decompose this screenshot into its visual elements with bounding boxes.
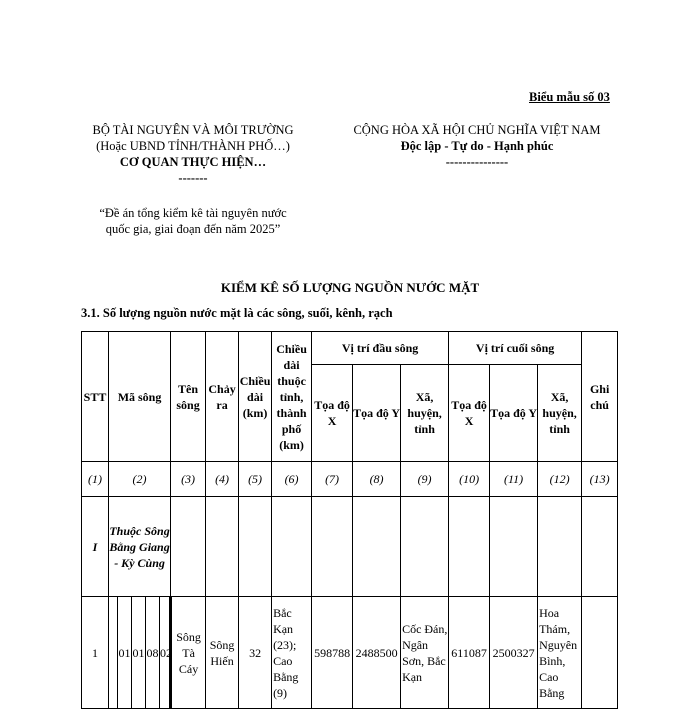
- ministry-name: BỘ TÀI NGUYÊN VÀ MÔI TRƯỜNG: [92, 123, 294, 137]
- row-cuoi-xa: Hoa Thám, Nguyên Bình, Cao Bằng: [538, 597, 582, 709]
- header-cuoi-x: Tọa độ X: [449, 365, 490, 462]
- row-stt: 1: [82, 597, 109, 709]
- row-chieu-dai-tinh: Bắc Kạn (23); Cao Bằng (9): [272, 597, 312, 709]
- index-cell: (10): [449, 462, 490, 497]
- row-dau-x: 598788: [312, 597, 353, 709]
- empty-cell: [401, 497, 449, 597]
- empty-cell: [272, 497, 312, 597]
- table-row: [82, 597, 618, 709]
- header-row-1: [82, 332, 618, 365]
- index-cell: (2): [109, 462, 171, 497]
- issuing-agency-header: [78, 122, 308, 186]
- empty-cell: [353, 497, 401, 597]
- header-cuoi-xa: Xã, huyện, tỉnh: [538, 365, 582, 462]
- index-cell: (6): [272, 462, 312, 497]
- project-note-line-2: quốc gia, giai đoạn đến năm 2025”: [105, 222, 281, 236]
- header-ten-song: Tên sông: [171, 332, 206, 462]
- header-dau-y: Tọa độ Y: [353, 365, 401, 462]
- row-ma-part: 01: [132, 597, 146, 709]
- header-chay-ra: Chảy ra: [206, 332, 239, 462]
- agency-divider: -------: [178, 171, 208, 185]
- header-ma-song: Mã sông: [109, 332, 171, 462]
- form-number: Biểu mẫu số 03: [529, 90, 610, 104]
- header-dau-xa: Xã, huyện, tỉnh: [401, 365, 449, 462]
- project-note-line-1: “Đề án tổng kiểm kê tài nguyên nước: [99, 206, 287, 220]
- row-cuoi-y: 2500327: [490, 597, 538, 709]
- index-cell: (4): [206, 462, 239, 497]
- empty-cell: [490, 497, 538, 597]
- national-header: [322, 122, 632, 170]
- index-cell: (8): [353, 462, 401, 497]
- country-name: CỘNG HÒA XÃ HỘI CHỦ NGHĨA VIỆT NAM: [353, 123, 601, 137]
- header-chieu-dai: Chiều dài (km): [239, 332, 272, 462]
- empty-cell: [538, 497, 582, 597]
- empty-cell: [171, 497, 206, 597]
- project-note: [78, 205, 308, 237]
- executing-agency: CƠ QUAN THỰC HIỆN…: [119, 155, 267, 169]
- group-stt: I: [82, 497, 109, 597]
- main-title: KIỂM KÊ SỐ LƯỢNG NGUỒN NƯỚC MẶT: [220, 280, 480, 295]
- index-cell: (11): [490, 462, 538, 497]
- national-motto: Độc lập - Tự do - Hạnh phúc: [400, 139, 554, 153]
- group-row: [82, 497, 618, 597]
- empty-cell: [239, 497, 272, 597]
- header-stt: STT: [82, 332, 109, 462]
- row-ten-song: Sông Tà Cáy: [171, 597, 206, 709]
- section-title: 3.1. Số lượng nguồn nước mặt là các sông, suối, kênh, rạch: [81, 306, 393, 320]
- empty-cell: [449, 497, 490, 597]
- row-ma-part: 02: [160, 597, 171, 709]
- row-cuoi-x: 611087: [449, 597, 490, 709]
- index-cell: (9): [401, 462, 449, 497]
- row-chieu-dai: 32: [239, 597, 272, 709]
- row-dau-y: 2488500: [353, 597, 401, 709]
- motto-divider: ---------------: [445, 155, 509, 169]
- index-cell: (3): [171, 462, 206, 497]
- index-cell: (7): [312, 462, 353, 497]
- index-cell: (5): [239, 462, 272, 497]
- index-cell: (13): [582, 462, 618, 497]
- header-cuoi-y: Tọa độ Y: [490, 365, 538, 462]
- empty-cell: [312, 497, 353, 597]
- header-cuoi-song: Vị trí cuối sông: [449, 332, 582, 365]
- row-chay-ra: Sông Hiến: [206, 597, 239, 709]
- empty-cell: [582, 497, 618, 597]
- header-ghi-chu: Ghi chú: [582, 332, 618, 462]
- index-cell: (1): [82, 462, 109, 497]
- header-chieu-dai-tinh: Chiều dài thuộc tỉnh, thành phố (km): [272, 332, 312, 462]
- row-dau-xa: Cốc Đán, Ngân Sơn, Bắc Kạn: [401, 597, 449, 709]
- group-name: Thuộc Sông Bằng Giang - Kỳ Cùng: [109, 497, 171, 597]
- header-dau-song: Vị trí đầu sông: [312, 332, 449, 365]
- river-inventory-table: [81, 331, 618, 709]
- ministry-alt: (Hoặc UBND TỈNH/THÀNH PHỐ…): [96, 139, 290, 153]
- empty-cell: [206, 497, 239, 597]
- row-ghi-chu: [582, 597, 618, 709]
- row-ma-part: 08: [146, 597, 160, 709]
- row-ma-part: 01: [118, 597, 132, 709]
- index-cell: (12): [538, 462, 582, 497]
- header-dau-x: Tọa độ X: [312, 365, 353, 462]
- row-ma-spacer: [109, 597, 118, 709]
- index-row: [82, 462, 618, 497]
